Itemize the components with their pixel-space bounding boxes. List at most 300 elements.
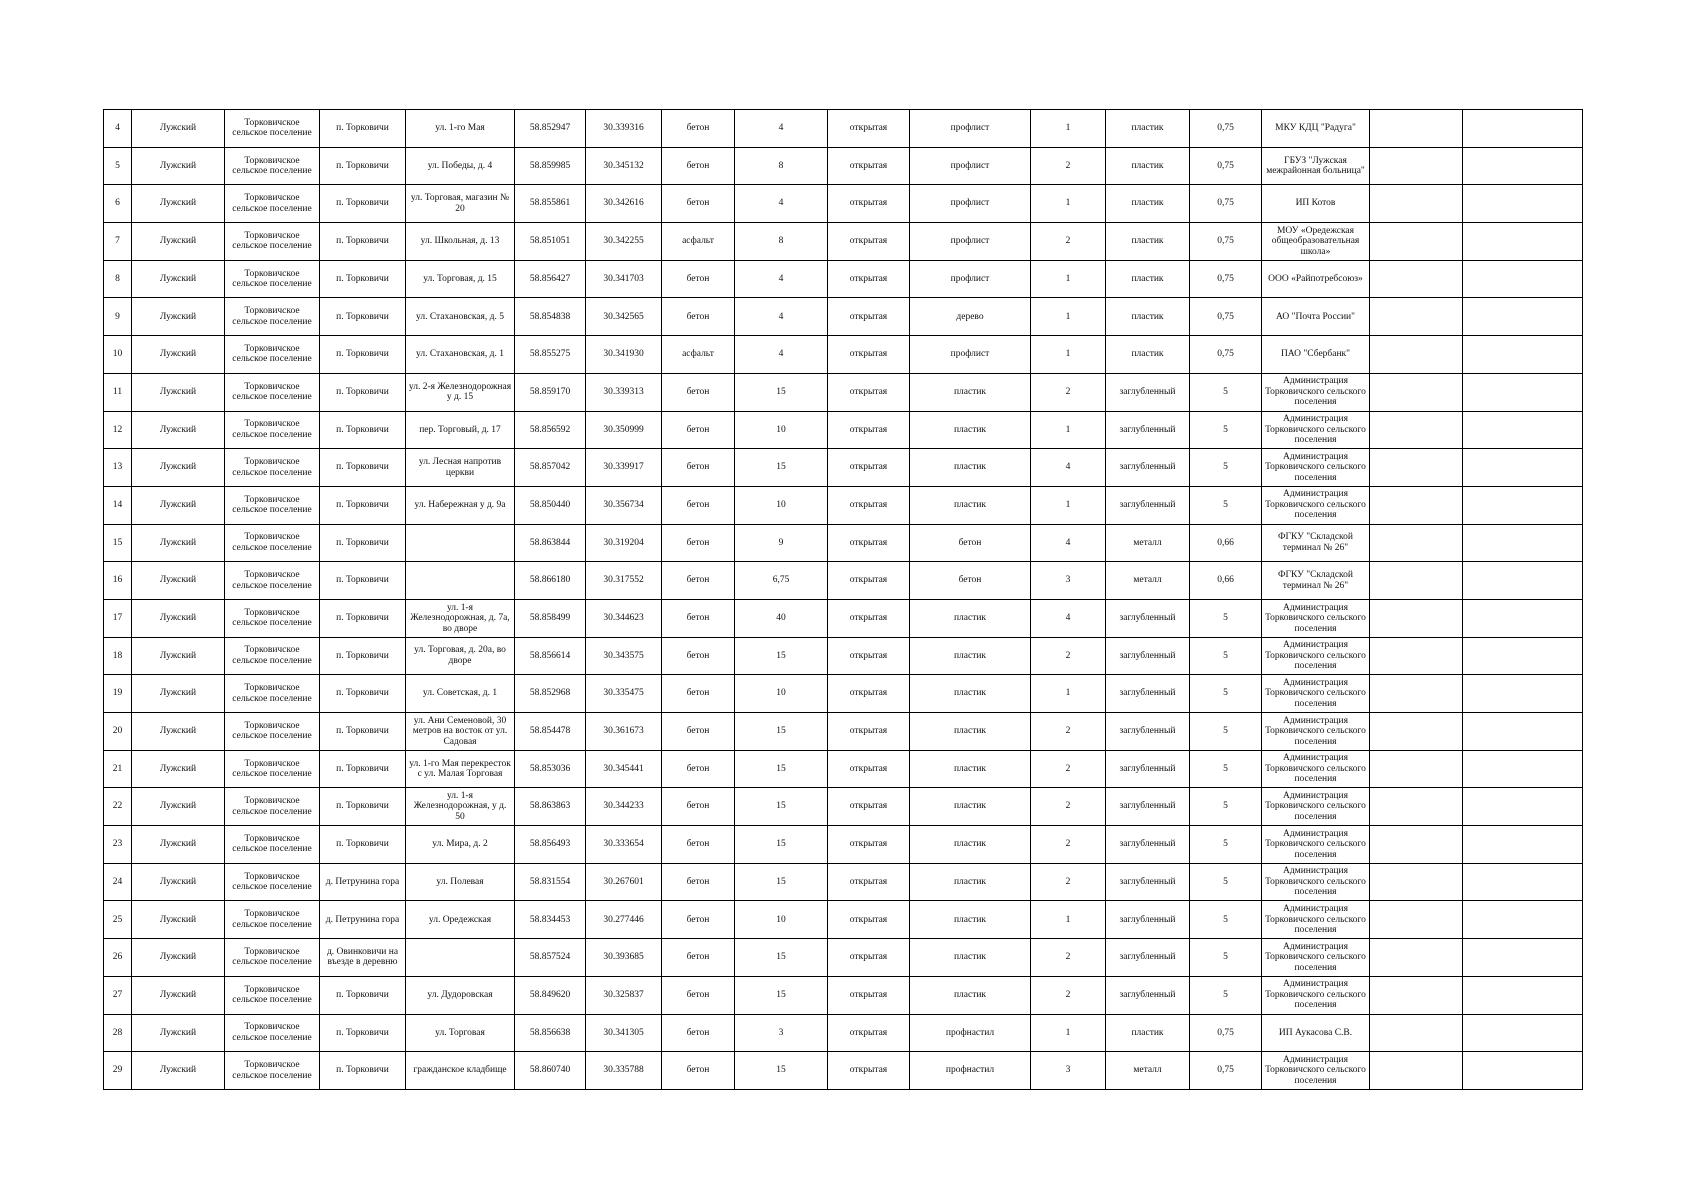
extra-cell-2 [1463,524,1583,562]
district-cell: Лужский [132,185,225,223]
extra-cell-1 [1370,411,1463,449]
address-cell: ул. Набережная у д. 9а [406,486,515,524]
owner-cell: Администрация Торковичского сельского поселения [1262,449,1370,487]
locality-cell: п. Торковичи [320,1052,406,1090]
locality-cell: п. Торковичи [320,449,406,487]
site-type-cell: открытая [828,373,910,411]
table-row [104,675,1583,713]
surface-cell: бетон [662,1052,735,1090]
address-cell: ул. Мира, д. 2 [406,826,515,864]
owner-cell: Администрация Торковичского сельского поселения [1262,373,1370,411]
district-cell: Лужский [132,976,225,1014]
district-cell: Лужский [132,373,225,411]
locality-cell: п. Торковичи [320,976,406,1014]
container-count-cell: 1 [1031,336,1106,374]
fence-material-cell: бетон [910,524,1031,562]
row-number-cell: 23 [104,826,132,864]
district-cell: Лужский [132,675,225,713]
container-count-cell: 4 [1031,449,1106,487]
area-cell: 4 [735,185,828,223]
longitude-cell: 30.339313 [586,373,662,411]
longitude-cell: 30.339917 [586,449,662,487]
area-cell: 15 [735,373,828,411]
longitude-cell: 30.341703 [586,260,662,298]
settlement-cell: Торковичское сельское поселение [225,110,320,148]
extra-cell-1 [1370,599,1463,637]
area-cell: 8 [735,223,828,261]
latitude-cell: 58.854838 [515,298,586,336]
surface-cell: бетон [662,298,735,336]
extra-cell-2 [1463,863,1583,901]
container-count-cell: 4 [1031,599,1106,637]
row-number-cell: 15 [104,524,132,562]
locality-cell: п. Торковичи [320,110,406,148]
row-number-cell: 21 [104,750,132,788]
container-material-cell: пластик [1106,110,1190,148]
address-cell: ул. 2-я Железнодорожная у д. 15 [406,373,515,411]
extra-cell-1 [1370,336,1463,374]
fence-material-cell: пластик [910,976,1031,1014]
address-cell: ул. Стахановская, д. 1 [406,336,515,374]
extra-cell-2 [1463,713,1583,751]
area-cell: 15 [735,750,828,788]
address-cell: ул. 1-го Мая перекресток с ул. Малая Торговая [406,750,515,788]
latitude-cell: 58.863863 [515,788,586,826]
latitude-cell: 58.863844 [515,524,586,562]
extra-cell-2 [1463,939,1583,977]
settlement-cell: Торковичское сельское поселение [225,562,320,600]
extra-cell-1 [1370,939,1463,977]
latitude-cell: 58.857042 [515,449,586,487]
address-cell: пер. Торговый, д. 17 [406,411,515,449]
settlement-cell: Торковичское сельское поселение [225,185,320,223]
latitude-cell: 58.851051 [515,223,586,261]
container-material-cell: заглубленный [1106,675,1190,713]
table-row [104,223,1583,261]
container-volume-cell: 5 [1190,486,1262,524]
row-number-cell: 11 [104,373,132,411]
longitude-cell: 30.345132 [586,147,662,185]
container-volume-cell: 5 [1190,939,1262,977]
waste-sites-table [103,109,1583,1090]
fence-material-cell: профлист [910,260,1031,298]
container-count-cell: 3 [1031,1052,1106,1090]
row-number-cell: 6 [104,185,132,223]
surface-cell: бетон [662,713,735,751]
locality-cell: д. Петрунина гора [320,901,406,939]
container-volume-cell: 5 [1190,449,1262,487]
longitude-cell: 30.342255 [586,223,662,261]
longitude-cell: 30.341305 [586,1014,662,1052]
owner-cell: АО "Почта России" [1262,298,1370,336]
extra-cell-2 [1463,976,1583,1014]
site-type-cell: открытая [828,524,910,562]
latitude-cell: 58.855275 [515,336,586,374]
table-row [104,298,1583,336]
row-number-cell: 27 [104,976,132,1014]
table-row [104,713,1583,751]
owner-cell: Администрация Торковичского сельского поселения [1262,486,1370,524]
table-row [104,826,1583,864]
row-number-cell: 24 [104,863,132,901]
extra-cell-2 [1463,486,1583,524]
fence-material-cell: профлист [910,185,1031,223]
row-number-cell: 8 [104,260,132,298]
site-type-cell: открытая [828,675,910,713]
fence-material-cell: профнастил [910,1052,1031,1090]
table-row [104,599,1583,637]
row-number-cell: 13 [104,449,132,487]
container-volume-cell: 5 [1190,599,1262,637]
container-material-cell: заглубленный [1106,637,1190,675]
table-row [104,562,1583,600]
district-cell: Лужский [132,1014,225,1052]
container-count-cell: 1 [1031,901,1106,939]
container-material-cell: пластик [1106,336,1190,374]
area-cell: 4 [735,336,828,374]
table-row [104,486,1583,524]
surface-cell: бетон [662,411,735,449]
site-type-cell: открытая [828,599,910,637]
owner-cell: Администрация Торковичского сельского поселения [1262,637,1370,675]
settlement-cell: Торковичское сельское поселение [225,147,320,185]
table-row [104,411,1583,449]
row-number-cell: 5 [104,147,132,185]
extra-cell-1 [1370,713,1463,751]
row-number-cell: 16 [104,562,132,600]
extra-cell-1 [1370,750,1463,788]
longitude-cell: 30.350999 [586,411,662,449]
longitude-cell: 30.341930 [586,336,662,374]
locality-cell: п. Торковичи [320,298,406,336]
settlement-cell: Торковичское сельское поселение [225,260,320,298]
site-type-cell: открытая [828,976,910,1014]
owner-cell: ФГКУ "Складской терминал № 26" [1262,562,1370,600]
extra-cell-2 [1463,1052,1583,1090]
fence-material-cell: профнастил [910,1014,1031,1052]
district-cell: Лужский [132,562,225,600]
container-count-cell: 2 [1031,713,1106,751]
longitude-cell: 30.267601 [586,863,662,901]
surface-cell: бетон [662,901,735,939]
container-volume-cell: 0,75 [1190,223,1262,261]
locality-cell: п. Торковичи [320,486,406,524]
fence-material-cell: пластик [910,373,1031,411]
extra-cell-2 [1463,675,1583,713]
extra-cell-1 [1370,486,1463,524]
row-number-cell: 17 [104,599,132,637]
surface-cell: асфальт [662,223,735,261]
extra-cell-1 [1370,223,1463,261]
extra-cell-1 [1370,562,1463,600]
container-count-cell: 2 [1031,826,1106,864]
container-volume-cell: 0,75 [1190,298,1262,336]
owner-cell: Администрация Торковичского сельского поселения [1262,1052,1370,1090]
row-number-cell: 29 [104,1052,132,1090]
area-cell: 15 [735,826,828,864]
owner-cell: ИП Аукасова С.В. [1262,1014,1370,1052]
row-number-cell: 4 [104,110,132,148]
settlement-cell: Торковичское сельское поселение [225,486,320,524]
container-volume-cell: 5 [1190,788,1262,826]
district-cell: Лужский [132,637,225,675]
extra-cell-1 [1370,524,1463,562]
container-material-cell: заглубленный [1106,976,1190,1014]
container-material-cell: заглубленный [1106,411,1190,449]
extra-cell-2 [1463,260,1583,298]
fence-material-cell: пластик [910,939,1031,977]
longitude-cell: 30.319204 [586,524,662,562]
extra-cell-1 [1370,185,1463,223]
owner-cell: Администрация Торковичского сельского поселения [1262,939,1370,977]
district-cell: Лужский [132,524,225,562]
surface-cell: бетон [662,486,735,524]
address-cell: ул. Оредежская [406,901,515,939]
area-cell: 4 [735,110,828,148]
container-count-cell: 2 [1031,637,1106,675]
address-cell: ул. Советская, д. 1 [406,675,515,713]
fence-material-cell: пластик [910,750,1031,788]
area-cell: 15 [735,449,828,487]
settlement-cell: Торковичское сельское поселение [225,863,320,901]
settlement-cell: Торковичское сельское поселение [225,637,320,675]
site-type-cell: открытая [828,411,910,449]
owner-cell: ПАО "Сбербанк" [1262,336,1370,374]
table-row [104,788,1583,826]
row-number-cell: 18 [104,637,132,675]
latitude-cell: 58.852947 [515,110,586,148]
fence-material-cell: пластик [910,826,1031,864]
extra-cell-2 [1463,223,1583,261]
surface-cell: бетон [662,826,735,864]
container-material-cell: пластик [1106,147,1190,185]
fence-material-cell: пластик [910,599,1031,637]
site-type-cell: открытая [828,298,910,336]
extra-cell-2 [1463,562,1583,600]
container-volume-cell: 0,75 [1190,260,1262,298]
district-cell: Лужский [132,863,225,901]
settlement-cell: Торковичское сельское поселение [225,449,320,487]
row-number-cell: 9 [104,298,132,336]
surface-cell: бетон [662,599,735,637]
container-count-cell: 2 [1031,223,1106,261]
owner-cell: Администрация Торковичского сельского поселения [1262,675,1370,713]
district-cell: Лужский [132,411,225,449]
latitude-cell: 58.856638 [515,1014,586,1052]
district-cell: Лужский [132,298,225,336]
fence-material-cell: пластик [910,411,1031,449]
longitude-cell: 30.277446 [586,901,662,939]
locality-cell: п. Торковичи [320,750,406,788]
table-row [104,524,1583,562]
locality-cell: п. Торковичи [320,336,406,374]
extra-cell-1 [1370,826,1463,864]
surface-cell: бетон [662,449,735,487]
fence-material-cell: пластик [910,637,1031,675]
locality-cell: п. Торковичи [320,147,406,185]
container-material-cell: металл [1106,562,1190,600]
owner-cell: Администрация Торковичского сельского поселения [1262,599,1370,637]
district-cell: Лужский [132,939,225,977]
extra-cell-1 [1370,260,1463,298]
latitude-cell: 58.856493 [515,826,586,864]
table-row [104,1052,1583,1090]
extra-cell-2 [1463,901,1583,939]
address-cell: ул. Торговая, д. 20а, во дворе [406,637,515,675]
latitude-cell: 58.855861 [515,185,586,223]
settlement-cell: Торковичское сельское поселение [225,788,320,826]
site-type-cell: открытая [828,788,910,826]
longitude-cell: 30.361673 [586,713,662,751]
owner-cell: ИП Котов [1262,185,1370,223]
latitude-cell: 58.859985 [515,147,586,185]
area-cell: 15 [735,788,828,826]
address-cell [406,562,515,600]
longitude-cell: 30.317552 [586,562,662,600]
locality-cell: п. Торковичи [320,599,406,637]
locality-cell: п. Торковичи [320,411,406,449]
locality-cell: п. Торковичи [320,637,406,675]
extra-cell-1 [1370,298,1463,336]
locality-cell: п. Торковичи [320,1014,406,1052]
container-volume-cell: 0,75 [1190,1052,1262,1090]
table-row [104,110,1583,148]
container-count-cell: 2 [1031,373,1106,411]
container-volume-cell: 5 [1190,675,1262,713]
site-type-cell: открытая [828,562,910,600]
address-cell: ул. Торговая [406,1014,515,1052]
surface-cell: бетон [662,260,735,298]
address-cell: ул. 1-го Мая [406,110,515,148]
address-cell: ул. Торговая, д. 15 [406,260,515,298]
settlement-cell: Торковичское сельское поселение [225,223,320,261]
address-cell: ул. Лесная напротив церкви [406,449,515,487]
district-cell: Лужский [132,901,225,939]
settlement-cell: Торковичское сельское поселение [225,298,320,336]
extra-cell-1 [1370,1014,1463,1052]
district-cell: Лужский [132,750,225,788]
settlement-cell: Торковичское сельское поселение [225,826,320,864]
surface-cell: бетон [662,524,735,562]
container-material-cell: заглубленный [1106,373,1190,411]
locality-cell: д. Петрунина гора [320,863,406,901]
locality-cell: п. Торковичи [320,223,406,261]
container-count-cell: 1 [1031,298,1106,336]
table-row [104,147,1583,185]
area-cell: 40 [735,599,828,637]
container-count-cell: 1 [1031,675,1106,713]
container-volume-cell: 5 [1190,976,1262,1014]
site-type-cell: открытая [828,826,910,864]
extra-cell-1 [1370,675,1463,713]
longitude-cell: 30.345441 [586,750,662,788]
area-cell: 10 [735,486,828,524]
extra-cell-1 [1370,373,1463,411]
area-cell: 15 [735,863,828,901]
owner-cell: ФГКУ "Складской терминал № 26" [1262,524,1370,562]
latitude-cell: 58.856614 [515,637,586,675]
owner-cell: МОУ «Оредежская общеобразовательная школа» [1262,223,1370,261]
area-cell: 9 [735,524,828,562]
site-type-cell: открытая [828,713,910,751]
container-count-cell: 1 [1031,486,1106,524]
locality-cell: п. Торковичи [320,260,406,298]
container-material-cell: заглубленный [1106,939,1190,977]
address-cell: ул. Стахановская, д. 5 [406,298,515,336]
settlement-cell: Торковичское сельское поселение [225,411,320,449]
surface-cell: бетон [662,863,735,901]
owner-cell: Администрация Торковичского сельского поселения [1262,976,1370,1014]
latitude-cell: 58.853036 [515,750,586,788]
settlement-cell: Торковичское сельское поселение [225,675,320,713]
area-cell: 10 [735,901,828,939]
container-volume-cell: 5 [1190,373,1262,411]
settlement-cell: Торковичское сельское поселение [225,976,320,1014]
container-material-cell: заглубленный [1106,599,1190,637]
container-count-cell: 2 [1031,147,1106,185]
district-cell: Лужский [132,713,225,751]
container-count-cell: 3 [1031,562,1106,600]
site-type-cell: открытая [828,750,910,788]
container-volume-cell: 0,75 [1190,336,1262,374]
owner-cell: МКУ КДЦ "Радуга" [1262,110,1370,148]
owner-cell: Администрация Торковичского сельского поселения [1262,750,1370,788]
extra-cell-2 [1463,599,1583,637]
container-material-cell: пластик [1106,1014,1190,1052]
surface-cell: бетон [662,675,735,713]
area-cell: 8 [735,147,828,185]
district-cell: Лужский [132,110,225,148]
row-number-cell: 19 [104,675,132,713]
container-volume-cell: 5 [1190,826,1262,864]
site-type-cell: открытая [828,1014,910,1052]
container-material-cell: пластик [1106,185,1190,223]
locality-cell: п. Торковичи [320,524,406,562]
row-number-cell: 26 [104,939,132,977]
owner-cell: ООО «Райпотребсоюз» [1262,260,1370,298]
fence-material-cell: пластик [910,675,1031,713]
container-material-cell: заглубленный [1106,486,1190,524]
extra-cell-2 [1463,110,1583,148]
surface-cell: асфальт [662,336,735,374]
container-count-cell: 1 [1031,185,1106,223]
row-number-cell: 12 [104,411,132,449]
extra-cell-2 [1463,1014,1583,1052]
longitude-cell: 30.335475 [586,675,662,713]
row-number-cell: 28 [104,1014,132,1052]
latitude-cell: 58.866180 [515,562,586,600]
table-row [104,260,1583,298]
extra-cell-1 [1370,788,1463,826]
site-type-cell: открытая [828,863,910,901]
row-number-cell: 7 [104,223,132,261]
settlement-cell: Торковичское сельское поселение [225,336,320,374]
district-cell: Лужский [132,223,225,261]
table-row [104,750,1583,788]
container-volume-cell: 0,75 [1190,110,1262,148]
container-count-cell: 2 [1031,976,1106,1014]
settlement-cell: Торковичское сельское поселение [225,901,320,939]
container-volume-cell: 0,66 [1190,562,1262,600]
longitude-cell: 30.335788 [586,1052,662,1090]
fence-material-cell: пластик [910,486,1031,524]
latitude-cell: 58.850440 [515,486,586,524]
locality-cell: п. Торковичи [320,788,406,826]
table-row [104,637,1583,675]
district-cell: Лужский [132,449,225,487]
address-cell: ул. Дудоровская [406,976,515,1014]
surface-cell: бетон [662,939,735,977]
